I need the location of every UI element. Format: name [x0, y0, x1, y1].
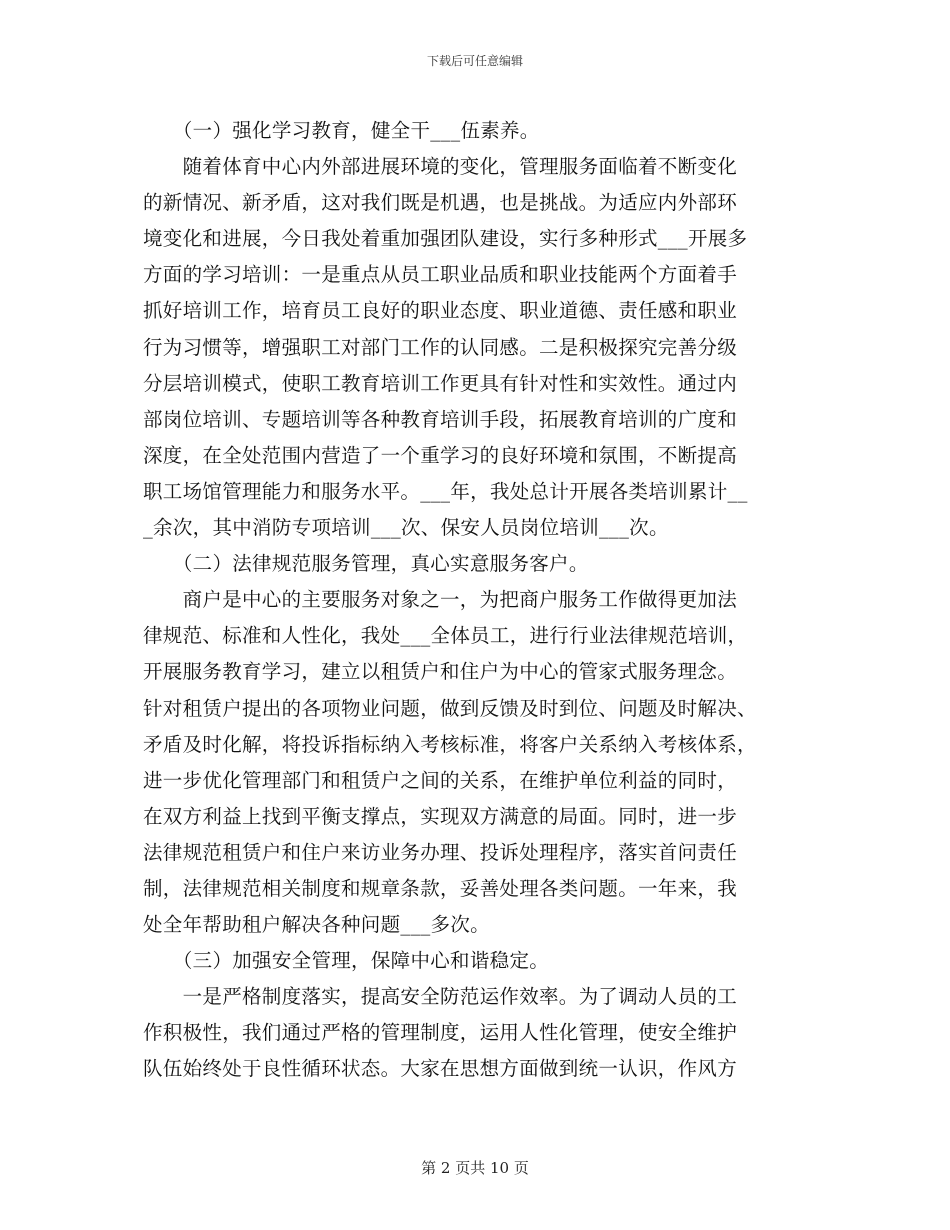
text-line: 部岗位培训、专题培训等各种教育培训手段，拓展教育培训的广度和 — [143, 407, 738, 431]
page-footer: 第 2 页共 10 页 — [421, 1159, 529, 1177]
document-body — [143, 113, 813, 1088]
text-line: （三）加强安全管理，保障中心和谐稳定。 — [143, 949, 550, 973]
text-line: 开展服务教育学习，建立以租赁户和住户为中心的管家式服务理念。 — [143, 660, 738, 684]
text-line: 职工场馆管理能力和服务水平。___年，我处总计开展各类培训累计__ — [143, 479, 748, 503]
text-line: 针对租赁户提出的各项物业问题，做到反馈及时到位、问题及时解决、 — [143, 696, 757, 720]
text-line: 一是严格制度落实，提高安全防范运作效率。为了调动人员的工 — [143, 985, 738, 1009]
text-line: 律规范、标准和人性化，我处___全体员工，进行行业法律规范培训， — [143, 624, 748, 648]
text-line: _余次，其中消防专项培训___次、保安人员岗位培训___次。 — [143, 516, 669, 540]
text-line: 随着体育中心内外部进展环境的变化，管理服务面临着不断变化 — [143, 155, 738, 179]
text-line: 作积极性，我们通过严格的管理制度，运用人性化管理，使安全维护 — [143, 1021, 738, 1045]
text-line: 制，法律规范相关制度和规章条款，妥善处理各类问题。一年来，我 — [143, 876, 738, 900]
text-line: 商户是中心的主要服务对象之一，为把商户服务工作做得更加法 — [143, 588, 738, 612]
text-line: 境变化和进展，今日我处着重加强团队建设，实行多种形式___开展多 — [143, 227, 748, 251]
text-line: （一）强化学习教育，健全干___伍素养。 — [143, 119, 540, 142]
text-line: 队伍始终处于良性循环状态。大家在思想方面做到统一认识，作风方 — [143, 1057, 738, 1081]
text-line: 的新情况、新矛盾，这对我们既是机遇，也是挑战。为适应内外部环 — [143, 191, 738, 215]
text-line: 矛盾及时化解，将投诉指标纳入考核标准，将客户关系纳入考核体系， — [143, 732, 757, 756]
text-line: 深度，在全处范围内营造了一个重学习的良好环境和氛围，不断提高 — [143, 443, 738, 467]
text-line: 法律规范租赁户和住户来访业务办理、投诉处理程序，落实首问责任 — [143, 840, 738, 864]
page-header: 下载后可任意编辑 — [426, 54, 523, 68]
text-line: 分层培训模式，使职工教育培训工作更具有针对性和实效性。通过内 — [143, 371, 738, 395]
text-line: （二）法律规范服务管理，真心实意服务客户。 — [143, 552, 589, 576]
text-line: 抓好培训工作，培育员工良好的职业态度、职业道德、责任感和职业 — [143, 299, 738, 323]
text-line: 在双方利益上找到平衡支撑点，实现双方满意的局面。同时，进一步 — [143, 804, 738, 828]
text-line: 进一步优化管理部门和租赁户之间的关系，在维护单位利益的同时， — [143, 768, 738, 792]
text-line: 行为习惯等，增强职工对部门工作的认同感。二是积极探究完善分级 — [143, 335, 738, 359]
text-line: 处全年帮助租户解决各种问题___多次。 — [143, 913, 490, 937]
text-line: 方面的学习培训：一是重点从员工职业品质和职业技能两个方面着手 — [143, 263, 738, 287]
